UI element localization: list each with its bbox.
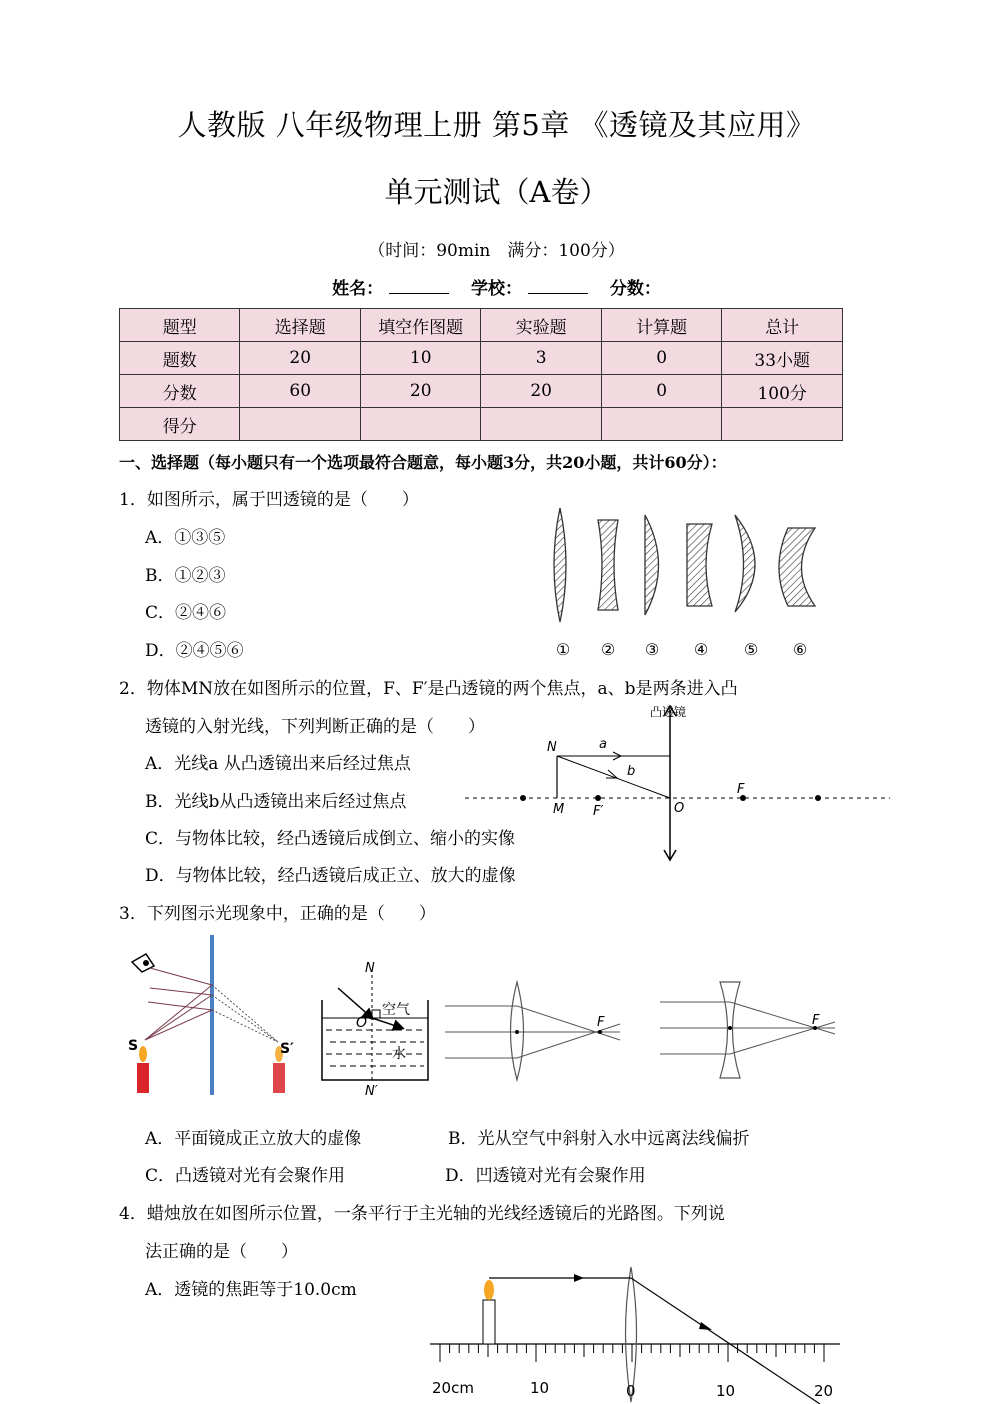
lens-4-planoconcave bbox=[687, 524, 712, 606]
label-O: O bbox=[674, 801, 685, 816]
question-3-option-d: D．凹透镜对光有会聚作用 bbox=[445, 1166, 646, 1186]
ray-b bbox=[557, 756, 670, 798]
question-2-lens-diagram bbox=[465, 700, 890, 865]
name-blank[interactable] bbox=[389, 279, 449, 294]
label-water: 水 bbox=[392, 1046, 406, 1062]
question-3-figures bbox=[120, 930, 845, 1100]
school-blank[interactable] bbox=[528, 279, 588, 294]
label-N: N bbox=[547, 740, 557, 755]
question-2-option-b: B．光线b从凸透镜出来后经过焦点 bbox=[145, 792, 407, 812]
score-table-cell: 60 bbox=[240, 375, 360, 408]
question-2-option-d: D．与物体比较，经凸透镜后成正立、放大的虚像 bbox=[145, 866, 516, 886]
label-b: b bbox=[627, 764, 636, 779]
page-subtitle: 单元测试（A卷） bbox=[384, 175, 609, 209]
label-F: F bbox=[737, 782, 745, 797]
question-1-option-d: D．②④⑤⑥ bbox=[145, 641, 244, 661]
score-table-row bbox=[120, 375, 843, 408]
score-table-row bbox=[120, 342, 843, 375]
score-table-cell: 选择题 bbox=[240, 309, 360, 342]
label-F-d: F bbox=[812, 1013, 820, 1028]
question-1-lens-figure bbox=[530, 500, 840, 665]
question-1-option-c: C．②④⑥ bbox=[145, 603, 227, 623]
question-1-option-b: B．①②③ bbox=[145, 566, 226, 586]
figure-b-refraction bbox=[322, 961, 428, 1099]
question-2-option-c: C．与物体比较，经凸透镜后成倒立、缩小的实像 bbox=[145, 829, 516, 849]
label-N: N bbox=[365, 961, 375, 976]
label-air: 空气 bbox=[382, 1002, 410, 1018]
label-M: M bbox=[553, 802, 565, 817]
lens-label-4: ④ bbox=[693, 640, 709, 659]
score-table-cell: 总计 bbox=[722, 309, 843, 342]
lens-label-1: ① bbox=[555, 640, 571, 659]
school-label: 学校： bbox=[471, 279, 522, 299]
ruler-label-10-right: 10 bbox=[716, 1382, 736, 1400]
lens-label-3: ③ bbox=[644, 640, 660, 659]
label-S-prime: S′ bbox=[280, 1041, 294, 1057]
score-table-cell: 10 bbox=[360, 342, 480, 375]
ruler bbox=[440, 1344, 824, 1362]
figure-d-concave-lens bbox=[660, 982, 835, 1078]
score-label: 分数： bbox=[609, 279, 661, 299]
score-table-cell: 计算题 bbox=[601, 309, 721, 342]
score-table-cell: 33小题 bbox=[722, 342, 843, 375]
lens-5-meniscus-convex bbox=[735, 515, 755, 612]
score-table bbox=[119, 308, 843, 441]
score-table-cell[interactable] bbox=[601, 408, 721, 441]
question-3-stem: 3．下列图示光现象中，正确的是（ ） bbox=[119, 904, 436, 924]
score-table-cell[interactable] bbox=[240, 408, 360, 441]
question-3-option-b: B．光从空气中斜射入水中远离法线偏折 bbox=[448, 1129, 750, 1149]
question-3-option-c: C．凸透镜对光有会聚作用 bbox=[145, 1166, 346, 1186]
lens-1-biconvex bbox=[554, 508, 566, 622]
candle-s-image bbox=[273, 1063, 285, 1093]
question-2-stem-line1: 2．物体MN放在如图所示的位置，F、F′是凸透镜的两个焦点，a、b是两条进入凸 bbox=[119, 679, 738, 699]
page-title: 人教版 八年级物理上册 第5章 《透镜及其应用》 bbox=[177, 108, 816, 142]
section-heading: 一、选择题（每小题只有一个选项最符合题意，每小题3分，共20小题，共计60分）： bbox=[119, 453, 727, 472]
score-table-cell[interactable] bbox=[481, 408, 601, 441]
ruler-label-10-left: 10 bbox=[530, 1379, 550, 1397]
question-1-stem: 1．如图所示，属于凹透镜的是（ ） bbox=[119, 490, 419, 510]
lens-3-planoconvex bbox=[645, 515, 659, 615]
score-table-cell: 得分 bbox=[120, 408, 240, 441]
figure-a-plane-mirror bbox=[128, 935, 294, 1095]
score-table-cell: 20 bbox=[481, 375, 601, 408]
question-2-stem-line2: 透镜的入射光线，下列判断正确的是（ ） bbox=[145, 717, 485, 737]
score-table-cell: 实验题 bbox=[481, 309, 601, 342]
score-table-cell: 20 bbox=[240, 342, 360, 375]
score-table-cell: 100分 bbox=[722, 375, 843, 408]
lens-label: 凸透镜 bbox=[650, 705, 687, 719]
flame-icon bbox=[484, 1280, 494, 1300]
score-table-cell: 3 bbox=[481, 342, 601, 375]
question-4-candle-lens-diagram bbox=[420, 1262, 850, 1404]
score-table-cell[interactable] bbox=[722, 408, 843, 441]
score-table-row bbox=[120, 309, 843, 342]
score-table-cell[interactable] bbox=[360, 408, 480, 441]
ruler-label-0: 0 bbox=[626, 1382, 636, 1400]
score-table-cell: 20 bbox=[360, 375, 480, 408]
figure-c-convex-lens bbox=[445, 982, 620, 1080]
name-label: 姓名： bbox=[332, 279, 384, 299]
score-table-row bbox=[120, 408, 843, 441]
label-F-c: F bbox=[597, 1015, 605, 1030]
label-F-prime: F′ bbox=[593, 804, 604, 819]
question-3-option-a: A．平面镜成正立放大的虚像 bbox=[145, 1129, 362, 1149]
score-table-cell: 题型 bbox=[120, 309, 240, 342]
score-table-cell: 分数 bbox=[120, 375, 240, 408]
water-tank bbox=[322, 1000, 428, 1080]
question-1-option-a: A．①③⑤ bbox=[145, 528, 226, 548]
label-S: S bbox=[128, 1038, 139, 1054]
lens-label-6: ⑥ bbox=[792, 640, 808, 659]
candle bbox=[483, 1300, 495, 1344]
lens-6-meniscus-concave bbox=[779, 528, 815, 606]
student-info-line bbox=[0, 274, 993, 299]
question-4-stem-line1: 4．蜡烛放在如图所示位置，一条平行于主光轴的光线经透镜后的光路图。下列说 bbox=[119, 1204, 725, 1224]
label-O: O bbox=[356, 1015, 368, 1031]
label-a: a bbox=[599, 737, 607, 752]
label-N-prime: N′ bbox=[365, 1084, 378, 1099]
candle-s bbox=[137, 1063, 149, 1093]
lens-label-2: ② bbox=[600, 640, 616, 659]
score-table-cell: 0 bbox=[601, 375, 721, 408]
question-2-option-a: A．光线a 从凸透镜出来后经过焦点 bbox=[145, 754, 411, 774]
score-table-cell: 填空作图题 bbox=[360, 309, 480, 342]
score-table-cell: 题数 bbox=[120, 342, 240, 375]
score-table-cell: 0 bbox=[601, 342, 721, 375]
ruler-label-20-right: 20 bbox=[814, 1382, 834, 1400]
exam-info: （时间：90min 满分：100分） bbox=[368, 241, 625, 261]
lens-2-biconcave bbox=[598, 520, 618, 610]
lens-label-5: ⑤ bbox=[743, 640, 759, 659]
question-4-stem-line2: 法正确的是（ ） bbox=[145, 1242, 298, 1262]
question-4-option-a: A．透镜的焦距等于10.0cm bbox=[145, 1280, 357, 1300]
ruler-label-20cm: 20cm bbox=[432, 1379, 474, 1397]
